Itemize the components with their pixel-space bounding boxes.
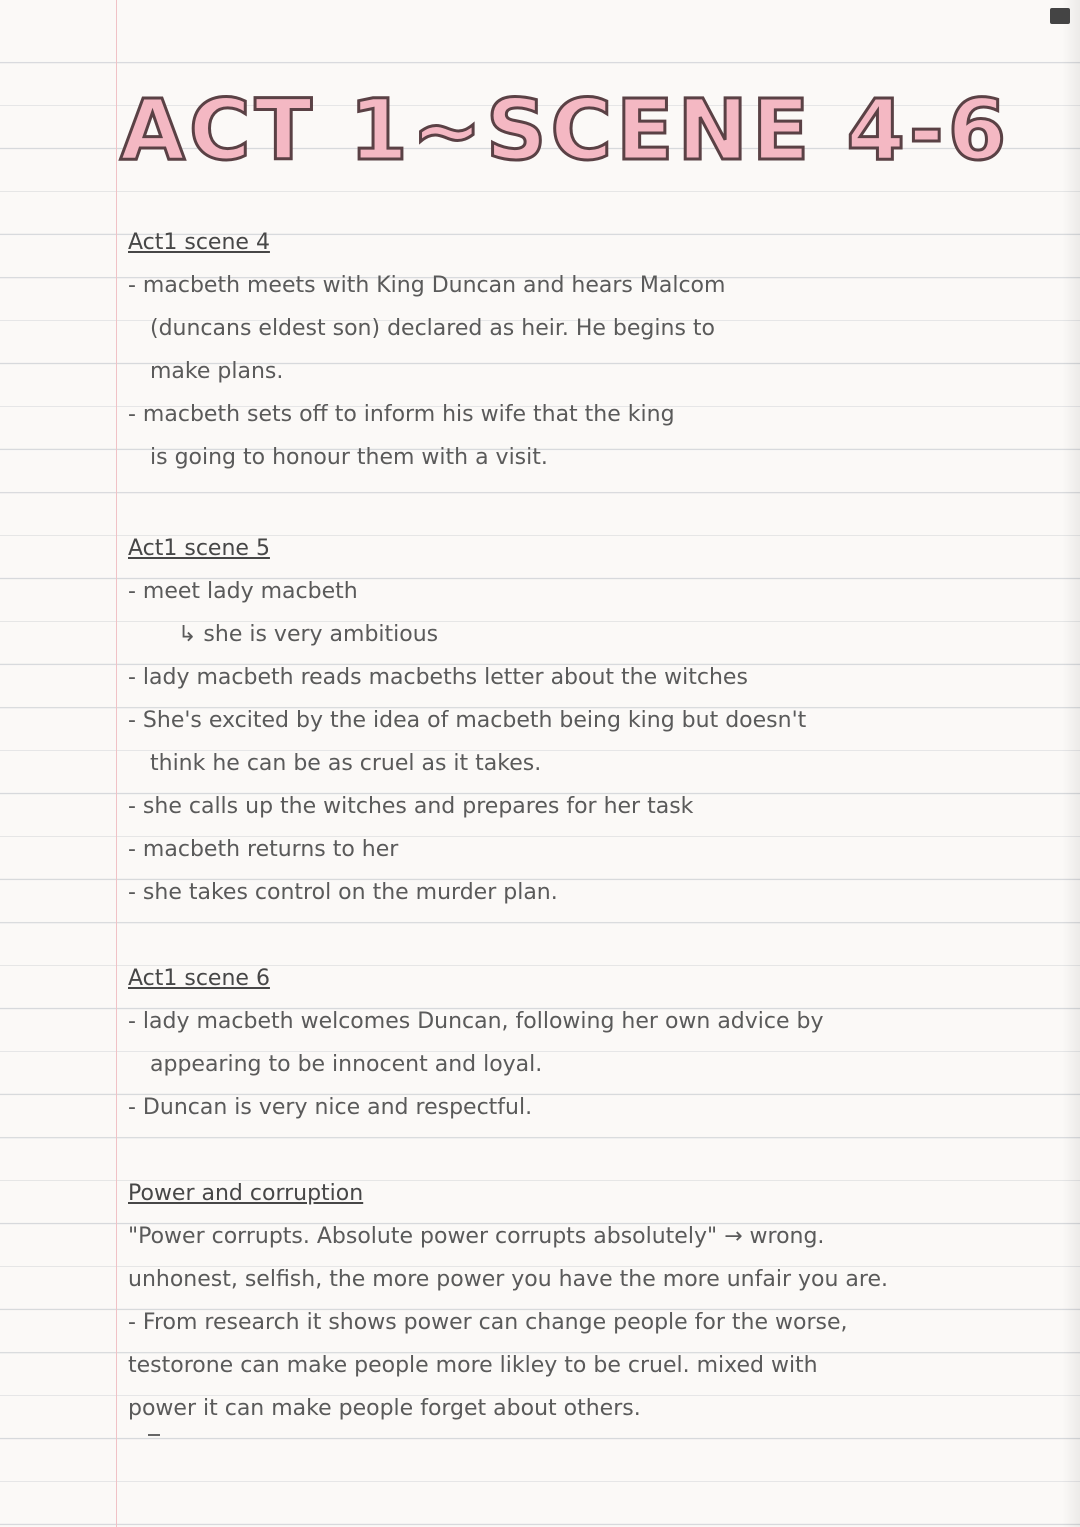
note-line: power it can make people forget about others. — [128, 1396, 641, 1421]
margin-line — [116, 0, 117, 1527]
note-line: appearing to be innocent and loyal. — [150, 1052, 543, 1077]
section-heading: Act1 scene 5 — [128, 536, 270, 561]
note-line: unhonest, selfish, the more power you have the more unfair you are. — [128, 1267, 888, 1292]
note-line: - lady macbeth reads macbeths letter about the witches — [128, 665, 748, 690]
section-heading: Power and corruption — [128, 1181, 364, 1206]
note-line: - From research it shows power can change people for the worse, — [128, 1310, 848, 1335]
note-line: - she calls up the witches and prepares for her task — [128, 794, 694, 819]
corner-mark — [1050, 8, 1070, 24]
note-line: ↳ she is very ambitious — [178, 622, 439, 647]
page-title: ACT 1~SCENE 4-6 — [120, 81, 1011, 179]
page-edge-shadow — [1062, 0, 1080, 1527]
note-line: - macbeth sets off to inform his wife that the king — [128, 402, 675, 427]
note-line: - macbeth meets with King Duncan and hears Malcom — [128, 273, 726, 298]
section-power-and-corruption — [128, 1172, 888, 1430]
note-line: - macbeth returns to her — [128, 837, 399, 862]
section-act1-scene4 — [128, 221, 725, 479]
note-line: think he can be as cruel as it takes. — [150, 751, 542, 776]
note-line: - Duncan is very nice and respectful. — [128, 1095, 533, 1120]
note-line: testorone can make people more likley to be cruel. mixed with — [128, 1353, 818, 1378]
trailing-dash — [148, 1434, 160, 1436]
note-line: make plans. — [150, 359, 284, 384]
section-heading: Act1 scene 4 — [128, 230, 270, 255]
note-line: (duncans eldest son) declared as heir. He begins to — [150, 316, 715, 341]
note-line: - she takes control on the murder plan. — [128, 880, 558, 905]
note-line: - She's excited by the idea of macbeth being king but doesn't — [128, 708, 807, 733]
quote-line: "Power corrupts. Absolute power corrupts absolutely" → wrong. — [128, 1224, 825, 1249]
section-heading: Act1 scene 6 — [128, 966, 270, 991]
note-line: - meet lady macbeth — [128, 579, 358, 604]
note-line: - lady macbeth welcomes Duncan, following her own advice by — [128, 1009, 824, 1034]
section-act1-scene6 — [128, 957, 824, 1129]
section-act1-scene5 — [128, 527, 806, 914]
note-line: is going to honour them with a visit. — [150, 445, 548, 470]
